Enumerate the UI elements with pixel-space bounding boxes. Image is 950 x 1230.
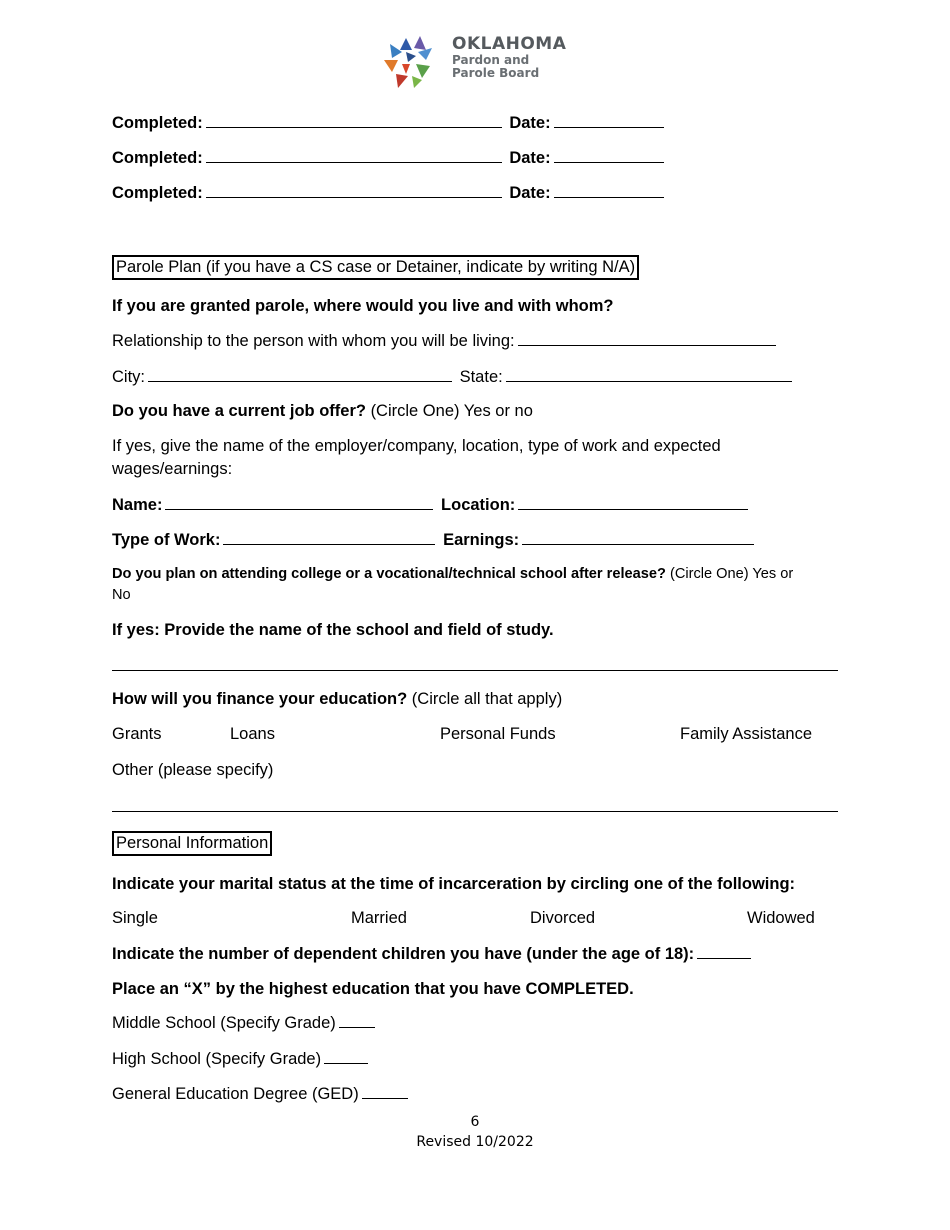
college-question: Do you plan on attending college or a vocational/technical school after release?	[112, 566, 666, 582]
revised-date: Revised 10/2022	[416, 1134, 534, 1150]
middle-school-blank[interactable]	[339, 1013, 375, 1028]
completed-blank[interactable]	[206, 183, 502, 198]
name-blank[interactable]	[165, 495, 433, 510]
relationship-row	[112, 331, 779, 351]
college-row	[112, 564, 793, 584]
parole-plan-heading: Parole Plan (if you have a CS case or Detainer, indicate by writing N/A)	[112, 255, 639, 280]
ged-row	[112, 1084, 411, 1104]
type-of-work-label: Type of Work:	[112, 531, 221, 549]
date-blank[interactable]	[554, 148, 664, 163]
finance-note: (Circle all that apply)	[411, 690, 563, 708]
completed-blank[interactable]	[206, 148, 502, 163]
personal-info-heading: Personal Information	[112, 831, 272, 856]
completed-row	[112, 183, 667, 203]
school-question: If yes: Provide the name of the school and field of study.	[112, 621, 554, 639]
work-earnings-row	[112, 530, 757, 550]
ged-blank[interactable]	[362, 1084, 408, 1099]
high-school-label: High School (Specify Grade)	[112, 1050, 322, 1068]
date-blank[interactable]	[554, 183, 664, 198]
earnings-label: Earnings:	[443, 531, 520, 549]
children-row	[112, 944, 754, 964]
finance-option-grants[interactable]: Grants	[112, 725, 162, 743]
name-location-row	[112, 495, 751, 515]
oklahoma-pardon-parole-logo	[376, 30, 576, 90]
finance-option-personal-funds[interactable]: Personal Funds	[440, 725, 556, 743]
marital-question: Indicate your marital status at the time of incarceration by circling one of the following:	[112, 875, 796, 893]
marital-option-divorced[interactable]: Divorced	[530, 909, 596, 927]
job-offer-question: Do you have a current job offer?	[112, 402, 366, 420]
where-live-question: If you are granted parole, where would you live and with whom?	[112, 297, 614, 315]
location-blank[interactable]	[518, 495, 748, 510]
marital-option-single[interactable]: Single	[112, 909, 158, 927]
completed-label: Completed:	[112, 149, 203, 167]
completed-row	[112, 113, 667, 133]
city-blank[interactable]	[148, 367, 452, 382]
completed-blank[interactable]	[206, 113, 502, 128]
high-school-row	[112, 1049, 371, 1069]
city-state-row	[112, 367, 795, 387]
job-offer-options[interactable]: (Circle One) Yes or no	[370, 402, 533, 420]
college-options[interactable]: (Circle One) Yes or	[669, 566, 794, 582]
marital-option-married[interactable]: Married	[351, 909, 407, 927]
page-number: 6	[470, 1114, 480, 1130]
completed-label: Completed:	[112, 184, 203, 202]
date-label: Date:	[509, 149, 551, 167]
finance-option-family-assistance[interactable]: Family Assistance	[680, 725, 813, 743]
finance-option-loans[interactable]: Loans	[230, 725, 275, 743]
children-question: Indicate the number of dependent children you have (under the age of 18):	[112, 945, 695, 963]
relationship-label: Relationship to the person with whom you will be living:	[112, 332, 515, 350]
high-school-blank[interactable]	[324, 1049, 368, 1064]
state-label: State:	[459, 368, 503, 386]
employer-instructions-1: If yes, give the name of the employer/company, location, type of work and expected	[112, 437, 721, 455]
city-label: City:	[112, 368, 145, 386]
relationship-blank[interactable]	[518, 331, 776, 346]
completed-label: Completed:	[112, 114, 203, 132]
earnings-blank[interactable]	[522, 530, 754, 545]
date-blank[interactable]	[554, 113, 664, 128]
logo-line2: Pardon and	[452, 53, 530, 67]
finance-question: How will you finance your education?	[112, 690, 408, 708]
name-label: Name:	[112, 496, 163, 514]
logo-title: OKLAHOMA	[452, 34, 567, 54]
employer-instructions-2: wages/earnings:	[112, 460, 233, 478]
finance-other: Other (please specify)	[112, 761, 274, 779]
college-no-option[interactable]: No	[112, 587, 131, 603]
ged-label: General Education Degree (GED)	[112, 1085, 359, 1103]
type-of-work-blank[interactable]	[223, 530, 435, 545]
marital-option-widowed[interactable]: Widowed	[747, 909, 815, 927]
location-label: Location:	[441, 496, 516, 514]
finance-other-blank[interactable]	[112, 811, 838, 812]
finance-row	[112, 689, 562, 709]
children-blank[interactable]	[697, 944, 751, 959]
education-question: Place an “X” by the highest education that you have COMPLETED.	[112, 980, 634, 998]
completed-row	[112, 148, 667, 168]
state-blank[interactable]	[506, 367, 792, 382]
date-label: Date:	[509, 184, 551, 202]
logo-line3: Parole Board	[452, 66, 540, 80]
star-logo-icon	[376, 30, 446, 90]
date-label: Date:	[509, 114, 551, 132]
middle-school-row	[112, 1013, 378, 1033]
job-offer-row	[112, 401, 533, 421]
middle-school-label: Middle School (Specify Grade)	[112, 1014, 336, 1032]
school-answer-blank[interactable]	[112, 670, 838, 671]
